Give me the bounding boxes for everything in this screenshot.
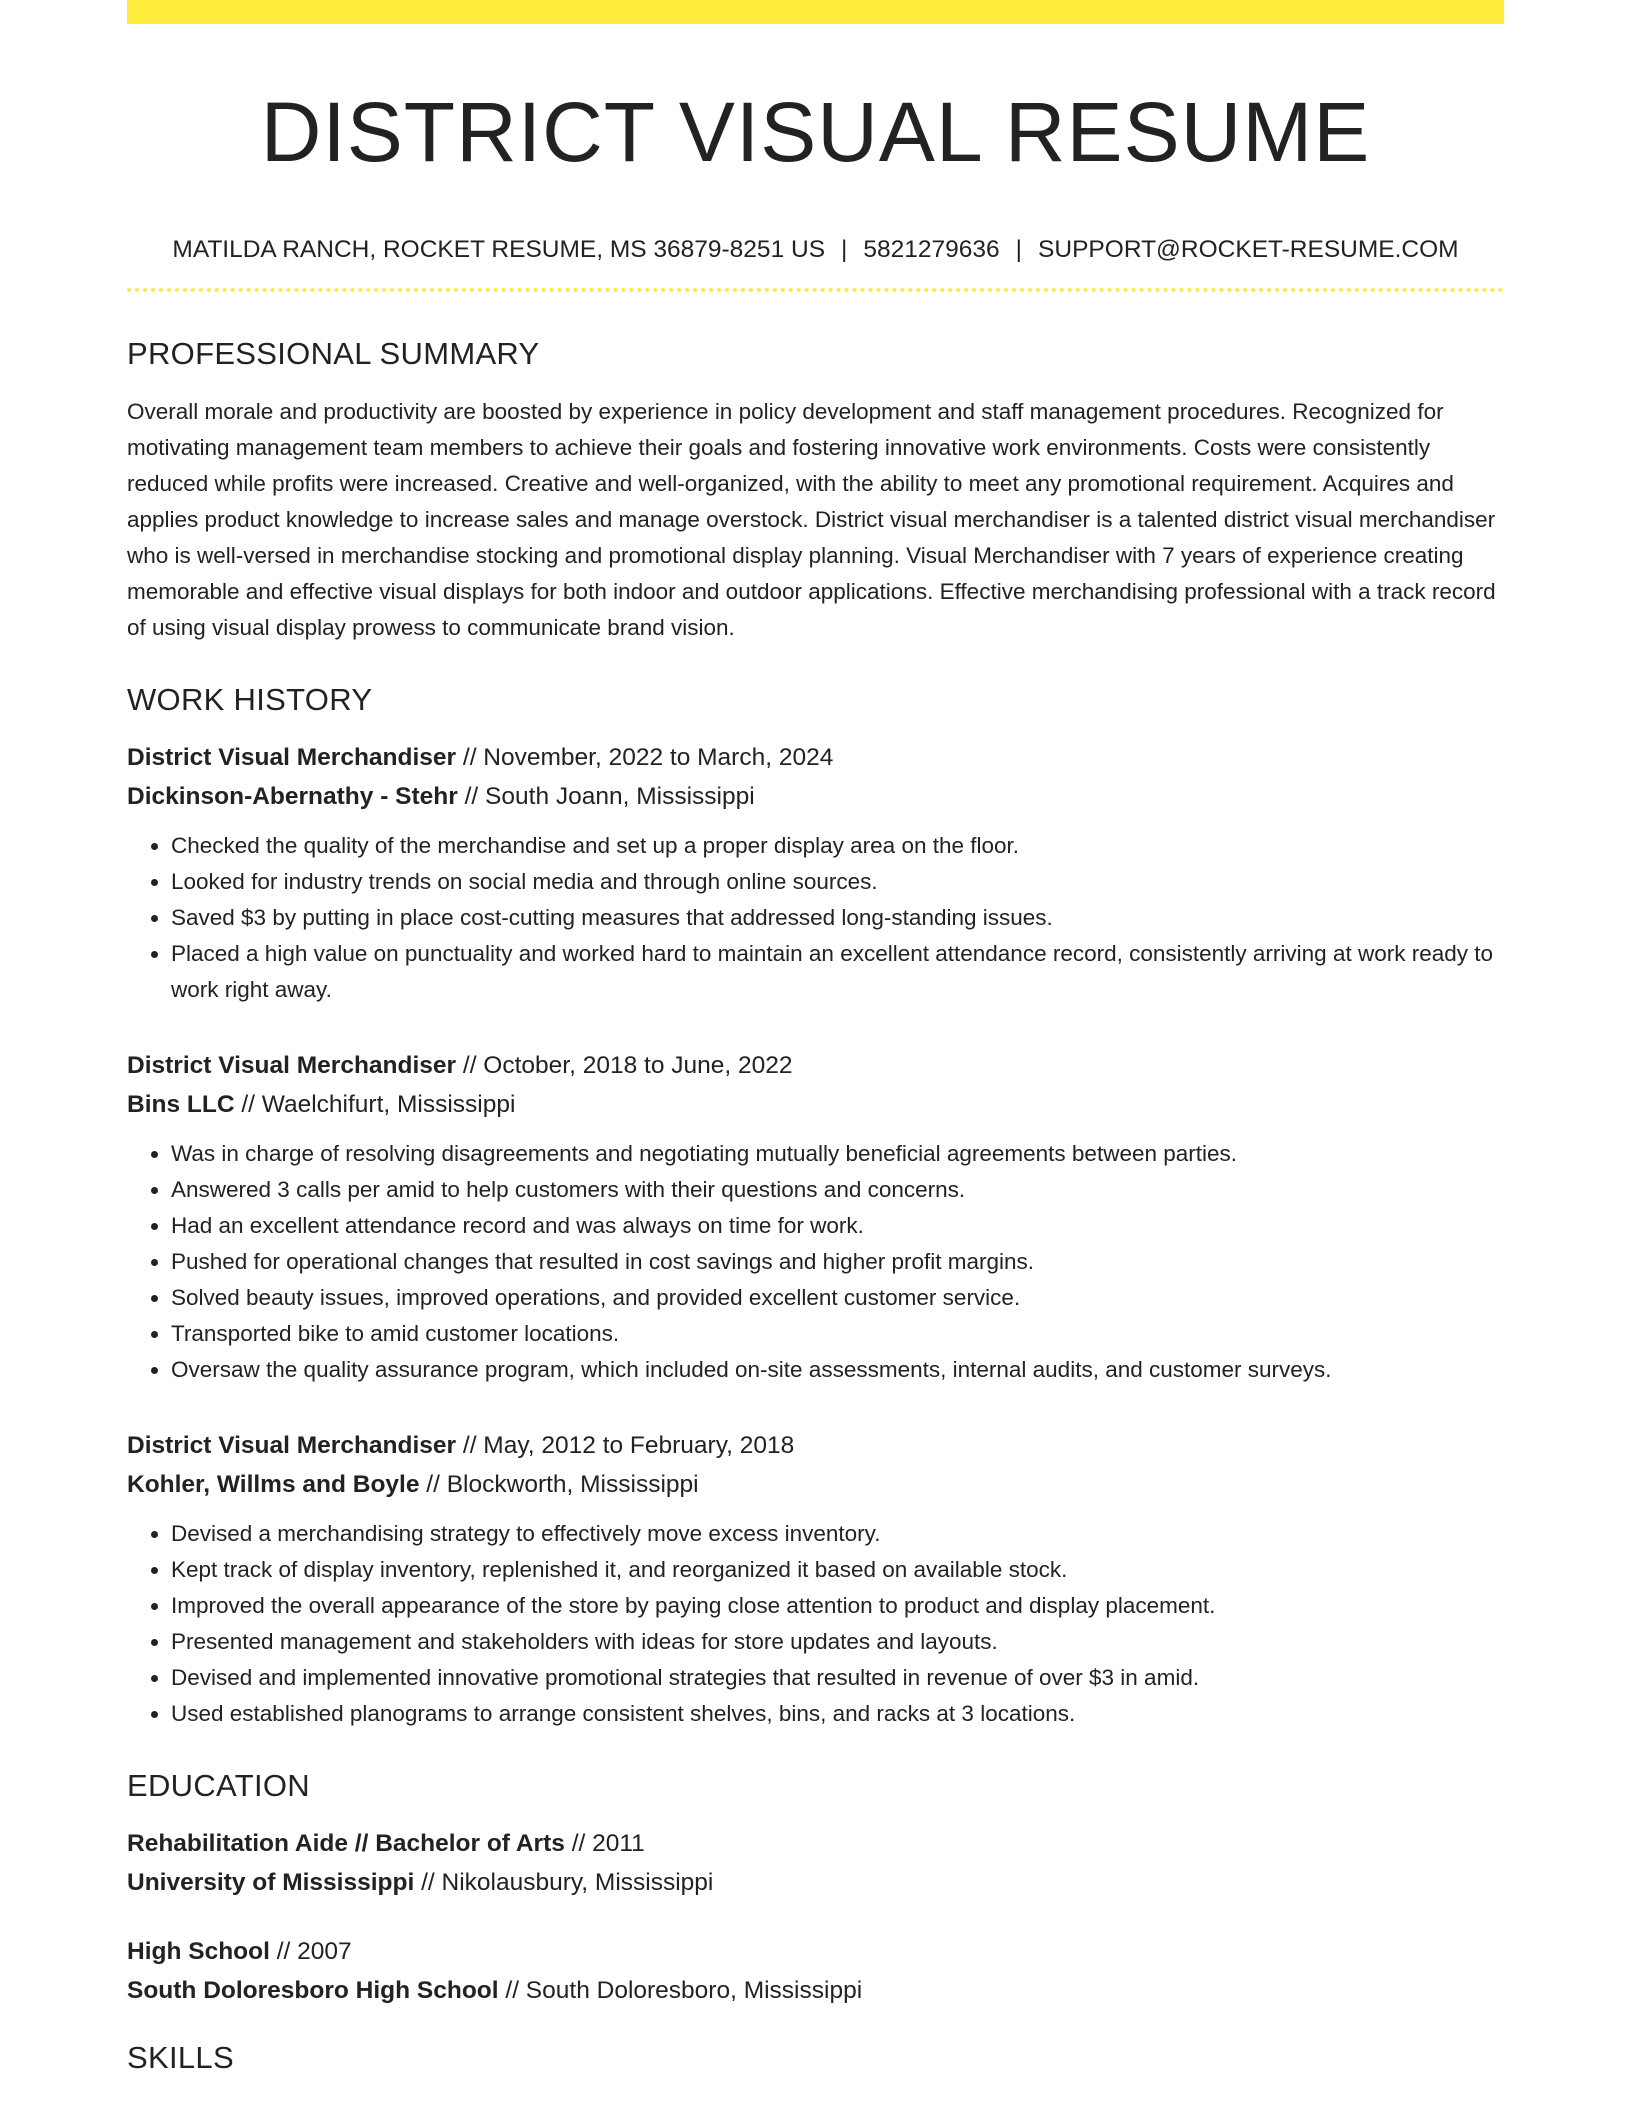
job-role-line — [127, 1046, 1504, 1085]
degree-line — [127, 1932, 1504, 1971]
list-item: • Devised a merchandising strategy to effectively move excess inventory. — [171, 1516, 1504, 1552]
resume-page — [127, 0, 1504, 2076]
job-location: // Waelchifurt, Mississippi — [234, 1091, 516, 1118]
resume-title: DISTRICT VISUAL RESUME — [260, 85, 1371, 179]
list-item: • Kept track of display inventory, replenished it, and reorganized it based on available stock. — [171, 1552, 1504, 1588]
job-company: Dickinson-Abernathy - Stehr — [127, 783, 458, 810]
education-entry — [127, 1932, 1504, 2010]
job-location: // South Joann, Mississippi — [457, 783, 755, 810]
summary-text: Overall morale and productivity are boosted by experience in policy development and staff management procedures. Recognized for motivating management team members to achieve their goals and fostering innovative work environments. Costs were consistently reduced while profits were increased. Creative and well-organized, with the ability to meet any promotional requirement. Acquires and applies product knowledge to increase sales and manage overstock. District visual merchandiser is a talented district visual merchandiser who is well-versed in merchandise stocking and promotional display planning. Visual Merchandiser with 7 years of experience creating memorable and effective visual displays for both indoor and outdoor applications. Effective merchandising professional with a track record of using visual display prowess to communicate brand vision. — [127, 399, 1496, 640]
section-title-work-history: WORK HISTORY — [127, 682, 373, 717]
job-role: District Visual Merchandiser — [127, 744, 457, 771]
education-entry — [127, 1824, 1504, 1902]
job-company-line — [127, 777, 1504, 816]
email: SUPPORT@ROCKET-RESUME.COM — [1038, 236, 1459, 263]
list-item: • Looked for industry trends on social media and through online sources. — [171, 864, 1504, 900]
section-title-education: EDUCATION — [127, 1768, 310, 1803]
list-item: • Checked the quality of the merchandise and set up a proper display area on the floor. — [171, 828, 1504, 864]
degree-line — [127, 1824, 1504, 1863]
dotted-divider — [127, 288, 1504, 292]
section-title-skills: SKILLS — [127, 2040, 234, 2075]
phone: 5821279636 — [863, 236, 1000, 263]
school: South Doloresboro High School — [127, 1977, 499, 2004]
job-location: // Blockworth, Mississippi — [419, 1471, 699, 1498]
list-item: • Saved $3 by putting in place cost-cutting measures that addressed long-standing issues. — [171, 900, 1504, 936]
list-item: • Presented management and stakeholders with ideas for store updates and layouts. — [171, 1624, 1504, 1660]
job-role: District Visual Merchandiser — [127, 1052, 457, 1079]
list-item: • Answered 3 calls per amid to help customers with their questions and concerns. — [171, 1172, 1504, 1208]
job-dates: // October, 2018 to June, 2022 — [456, 1052, 793, 1079]
job-role: District Visual Merchandiser — [127, 1432, 457, 1459]
contact-line — [127, 234, 1504, 266]
degree: Rehabilitation Aide // Bachelor of Arts — [127, 1830, 565, 1857]
job-role-line — [127, 738, 1504, 777]
job-role-line — [127, 1426, 1504, 1465]
job-dates: // November, 2022 to March, 2024 — [456, 744, 834, 771]
degree-year: // 2011 — [564, 1830, 645, 1857]
job-bullets — [127, 828, 1504, 1008]
job-entry — [127, 1046, 1504, 1388]
school-line — [127, 1863, 1504, 1902]
degree: High School — [127, 1938, 270, 1965]
job-bullets — [127, 1516, 1504, 1732]
list-item: • Had an excellent attendance record and was always on time for work. — [171, 1208, 1504, 1244]
list-item: • Placed a high value on punctuality and worked hard to maintain an excellent attendance record, consistently arriving at work ready to work right away. — [171, 936, 1504, 1008]
school: University of Mississippi — [127, 1869, 415, 1896]
list-item: • Oversaw the quality assurance program, which included on-site assessments, internal audits, and customer surveys. — [171, 1352, 1504, 1388]
job-company-line — [127, 1465, 1504, 1504]
school-location: // Nikolausbury, Mississippi — [414, 1869, 714, 1896]
list-item: • Was in charge of resolving disagreements and negotiating mutually beneficial agreements between parties. — [171, 1136, 1504, 1172]
separator: | — [1015, 236, 1023, 263]
job-dates: // May, 2012 to February, 2018 — [456, 1432, 795, 1459]
list-item: • Used established planograms to arrange consistent shelves, bins, and racks at 3 locations. — [171, 1696, 1504, 1732]
school-line — [127, 1971, 1504, 2010]
separator: | — [841, 236, 848, 263]
job-company: Kohler, Willms and Boyle — [127, 1471, 420, 1498]
job-entry — [127, 738, 1504, 1008]
degree-year: // 2007 — [269, 1938, 352, 1965]
list-item: • Pushed for operational changes that resulted in cost savings and higher profit margins. — [171, 1244, 1504, 1280]
job-company: Bins LLC — [127, 1091, 235, 1118]
accent-bar — [127, 0, 1504, 24]
list-item: • Solved beauty issues, improved operations, and provided excellent customer service. — [171, 1280, 1504, 1316]
address: MATILDA RANCH, ROCKET RESUME, MS 36879-8251 US — [172, 236, 826, 263]
school-location: // South Doloresboro, Mississippi — [498, 1977, 863, 2004]
list-item: • Transported bike to amid customer locations. — [171, 1316, 1504, 1352]
list-item: • Improved the overall appearance of the store by paying close attention to product and display placement. — [171, 1588, 1504, 1624]
job-company-line — [127, 1085, 1504, 1124]
list-item: • Devised and implemented innovative promotional strategies that resulted in revenue of over $3 in amid. — [171, 1660, 1504, 1696]
job-entry — [127, 1426, 1504, 1732]
section-title-summary: PROFESSIONAL SUMMARY — [127, 336, 540, 371]
job-bullets — [127, 1136, 1504, 1388]
